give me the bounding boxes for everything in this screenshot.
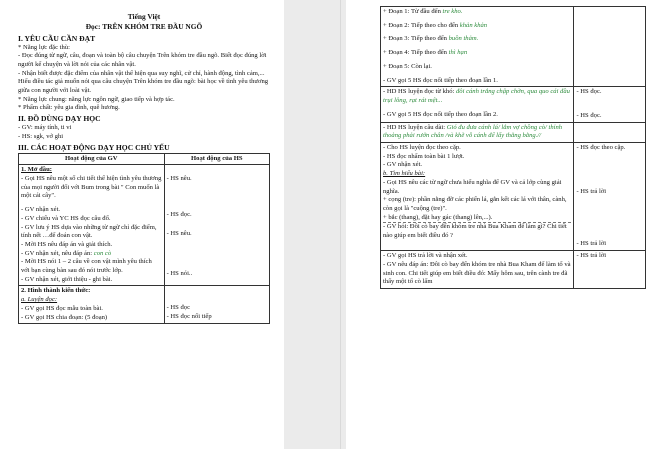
- hard-words-hs: - HS đọc.: [576, 88, 602, 96]
- form-hs-2: - HS đọc nối tiếp: [166, 313, 212, 321]
- activities-table-continued: [380, 6, 646, 289]
- understanding-5: - GV gọi HS trả lời và nhận xét.: [383, 252, 468, 260]
- understanding-5-hs: - HS trả lời: [576, 252, 607, 260]
- start-hs-4: - HS nêu.: [166, 229, 192, 237]
- understanding-heading: b. Tìm hiểu bài:: [383, 170, 426, 178]
- start-step-8: - GV nhận xét, giới thiệu - ghi bài.: [21, 275, 113, 283]
- read-round-2: - GV gọi 5 HS đọc nối tiếp theo đoạn lần 2.: [383, 110, 498, 118]
- read-round-2-hs: - HS đọc.: [576, 111, 602, 119]
- table-row: [19, 286, 270, 324]
- table-row: [381, 7, 646, 87]
- understanding-3-hs: - HS trả lời: [576, 240, 607, 248]
- left-page: [0, 0, 284, 449]
- start-step-4: - GV lưu ý HS dựa vào những từ ngữ chỉ đặc điểm, tính nết …để đoán con vật.: [21, 223, 157, 240]
- col-header-gv: Hoạt động của GV: [19, 153, 165, 165]
- understanding-4: - GV hỏi: Đôi cò bay đến khóm tre nhà Bua Kham để làm gì? Chi tiết nào giúp em biết điều đó ?: [383, 223, 567, 240]
- read-round-1: - GV gọi 5 HS đọc nối tiếp theo đoạn lần 1.: [383, 76, 498, 84]
- table-row: [381, 122, 646, 142]
- pair-reading-hs: - HS đọc theo cặp.: [576, 144, 626, 152]
- paragraph-2: + Đoạn 2: Tiếp theo cho đến khản khản: [383, 21, 488, 29]
- paragraph-4: + Đoạn 4: Tiếp theo đến thì hạn: [383, 49, 468, 57]
- hard-words: - HD HS luyện đọc từ khó: đôi cánh trắng chập chờn, qua quo cái đầu trụi lông, rạt rát mệt...: [383, 88, 570, 104]
- page-margin-line: [340, 0, 341, 449]
- req-quality: * Phẩm chất: yêu gia đình, quê hương.: [18, 104, 120, 112]
- start-step-1: - Gọi HS nêu một số chi tiết thể hiện tình yêu thương của mọi người đối với Bum trong bài " Con muốn là một cái cây".: [21, 175, 162, 200]
- form-step-2: - GV gọi HS chia đoạn: (5 đoạn): [21, 313, 108, 321]
- lesson-title: Đọc: TRÊN KHÓM TRE ĐẦU NGÕ: [85, 21, 203, 31]
- table-row: [381, 251, 646, 289]
- tools-hs: - HS: sgk, vở ghi: [18, 132, 64, 140]
- req-general: * Năng lực chung: năng lực ngôn ngữ, giao tiếp và hợp tác.: [18, 95, 175, 103]
- start-hs-1: - HS nêu.: [166, 175, 192, 183]
- start-step-6: - GV nhận xét, nêu đáp án: con cò: [21, 249, 112, 257]
- form-heading: 2. Hình thành kiến thức:: [21, 287, 91, 295]
- start-step-2: - GV nhận xét.: [21, 206, 61, 214]
- silent-reading: - HS đọc nhẩm toàn bài 1 lượt.: [383, 152, 465, 160]
- understanding-3: + bắc (thang), đặt hay gác (thang) lên,...).: [383, 213, 493, 221]
- activities-table: [18, 153, 270, 325]
- understanding-1-hs: - HS trả lời: [576, 187, 607, 195]
- paragraph-3: + Đoạn 3: Tiếp theo đến buồn thảm.: [383, 35, 479, 43]
- section-requirements-heading: I. YÊU CẦU CẦN ĐẠT: [18, 33, 96, 43]
- req-special-label: * Năng lực đặc thù:: [18, 43, 70, 51]
- left-page-content: [18, 12, 270, 324]
- req-special-2: - Nhận biết được đặc điểm của nhân vật thể hiện qua suy nghĩ, cử chỉ, hành động, tình cảm,... Hiểu điều tác giả muốn nói qua câu chuyện Trên khóm tre đầu ngõ: bài học về tình yêu thương giữa con người với loài vật.: [18, 69, 269, 95]
- section-tools-heading: II. ĐỒ DÙNG DẠY HỌC: [18, 114, 101, 124]
- start-step-3: - GV chiếu và YC HS đọc câu đố.: [21, 214, 111, 222]
- right-page-content: [380, 6, 646, 289]
- tools-gv: - GV: máy tính, ti vi: [18, 124, 72, 132]
- form-hs-1: - HS đọc: [166, 304, 191, 312]
- understanding-6: - GV nêu đáp án: Đôi cò bay đến khóm tre nhà Bua Kham để làm tổ và sinh con. Chi tiết giúp em biết điều đó: Mấy hôm sau, trên cành tre đã thấy một tổ cò lấm: [383, 260, 571, 286]
- lesson-subject: Tiếng Việt: [127, 12, 161, 21]
- form-step-1: - GV gọi HS đọc mẫu toàn bài.: [21, 304, 103, 312]
- gv-review: - GV nhận xét.: [383, 161, 423, 169]
- pair-reading: - Cho HS luyện đọc theo cặp.: [383, 144, 461, 152]
- understanding-1: - Gọi HS nêu các từ ngữ chưa hiểu nghĩa để GV và cả lớp cùng giải nghĩa.: [383, 178, 562, 195]
- start-heading: 1. Mở đầu:: [21, 166, 52, 174]
- paragraph-5: + Đoạn 5: Còn lại.: [383, 62, 432, 70]
- col-header-hs: Hoạt động của HS: [164, 153, 269, 165]
- table-row: [381, 143, 646, 251]
- req-special-1: - Đọc đúng từ ngữ, câu, đoạn và toàn bộ câu chuyện Trên khóm tre đầu ngõ. Biết đọc đúng lời người kể chuyện và lời nói của các nhân vật.: [18, 52, 267, 68]
- table-row: [381, 87, 646, 122]
- start-hs-3: - HS đọc.: [166, 211, 192, 219]
- start-step-5: - Mời HS nêu đáp án và giải thích.: [21, 240, 113, 248]
- table-row: [19, 165, 270, 286]
- understanding-2: + cọng (tre): phần nằng đỡ các phiến lá, gắn kết các lá với thân, cành, còn gọi là "cuộng (tre)".: [383, 196, 567, 212]
- form-subheading: a. Luyện đọc:: [21, 296, 58, 304]
- start-step-7: - Mời HS nói 1 – 2 câu về con vật mình yêu thích với bạn cùng bàn sau đó nói trước lớp.: [21, 258, 152, 275]
- paragraph-1: + Đoạn 1: Từ đầu đến tre kho.: [383, 8, 463, 15]
- start-hs-7: - HS nói..: [166, 270, 193, 278]
- right-page: [346, 0, 650, 449]
- section-activities-heading: III. CÁC HOẠT ĐỘNG DẠY HỌC CHỦ YẾU: [18, 142, 170, 152]
- long-sentence: - HD HS luyện câu dài: Gió đu đưa cánh lá/ lắm vợ chồng cò/ thỉnh thoảng phải rướn chân /và khẽ vỗ cánh để lấy thăng bằng.//: [383, 123, 563, 140]
